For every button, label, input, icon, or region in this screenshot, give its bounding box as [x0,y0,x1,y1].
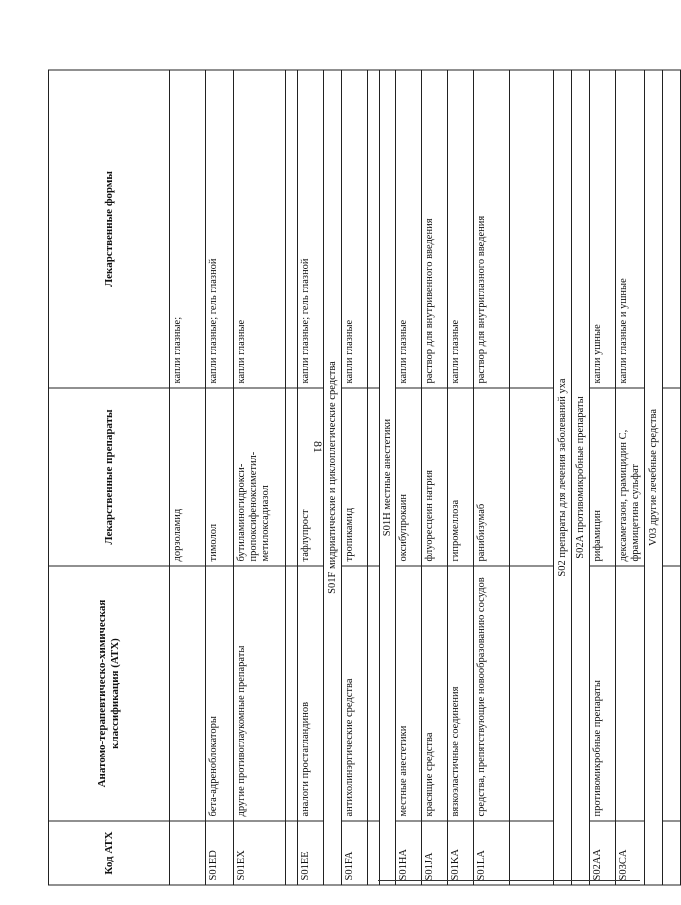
cell-preparations: оксибупрокаин [396,388,422,566]
blank-row [368,70,380,885]
section-heading: S02A противомикробные препараты [572,70,590,885]
empty-cell [368,566,380,821]
cell-preparations: ранибизумаб [474,388,510,566]
cell-classification: антихолинэргические средства [342,566,368,821]
page-number: 81 [311,441,325,453]
cell-preparations: рифамицин [590,388,616,566]
cell-classification: средства, препятствующие новообразованию сосудов [474,566,510,821]
empty-cell [368,388,380,566]
table-row [234,70,286,885]
header-row [49,70,170,885]
empty-cell [286,388,298,566]
cell-classification: другие противоглаукомные препараты [234,566,286,821]
cell-code: S02AA [590,821,616,885]
cell-code: S01HA [396,821,422,885]
empty-cell [368,821,380,885]
header-code: Код АТХ [49,821,170,885]
cell-preparations: флуоресцеин натрия [422,388,448,566]
cell-code: S01JA [422,821,448,885]
table-row [170,70,206,885]
table-row [396,70,422,885]
empty-cell [286,70,298,388]
cell-code: S03CA [616,821,645,885]
cell-forms: капли глазные [342,70,368,388]
cell-classification [616,566,645,821]
cell-preparations: тропикамид [342,388,368,566]
empty-cell [663,70,681,388]
atc-table [48,70,681,886]
blank-row [663,70,681,885]
cell-preparations: дексаметазон, грамицидин С, фрамицетина сульфат [616,388,645,566]
empty-cell [510,566,554,821]
table-row [474,70,510,885]
section-row [324,70,342,885]
cell-preparations: бутиламиногидрокси-пропоксифеноксиметил-метилоксадиазол [234,388,286,566]
cell-classification: противомикробные препараты [590,566,616,821]
header-classification: Анатомо-терапевтическо-химическая классификация (АТХ) [49,566,170,821]
blank-row [286,70,298,885]
section-heading: S02 препараты для лечения заболеваний уха [554,70,572,885]
cell-forms: капли глазные; гель глазной [206,70,234,388]
cell-code: S01EX [234,821,286,885]
cell-preparations: тафлупрост [298,388,324,566]
cell-forms: капли глазные; [170,70,206,388]
section-heading: S01H местные анестетики [380,70,396,885]
cell-forms: раствор для внутриглазного введения [474,70,510,388]
section-row [572,70,590,885]
cell-code: S01LA [474,821,510,885]
empty-cell [663,821,681,885]
cell-forms: капли глазные [396,70,422,388]
empty-cell [368,70,380,388]
cell-forms: капли глазные [234,70,286,388]
cell-preparations: дорзоламид [170,388,206,566]
table-row [206,70,234,885]
cell-classification: красящие средства [422,566,448,821]
empty-cell [286,821,298,885]
cell-code: S01ED [206,821,234,885]
table-row [448,70,474,885]
cell-classification: аналоги простагландинов [298,566,324,821]
cell-code: S01KA [448,821,474,885]
table-row [342,70,368,885]
table-row [422,70,448,885]
table-row [298,70,324,885]
section-heading: S01F мидриатические и циклоплегические средства [324,70,342,885]
section-row [645,70,663,885]
empty-cell [663,388,681,566]
empty-cell [510,821,554,885]
header-forms: Лекарственные формы [49,70,170,388]
cell-code: S01EE [298,821,324,885]
bottom-rule [378,880,640,881]
section-row [380,70,396,885]
empty-cell [510,70,554,388]
cell-code: S01FA [342,821,368,885]
rotated-page [48,71,659,886]
cell-forms: капли ушные [590,70,616,388]
cell-forms: капли глазные и ушные [616,70,645,388]
empty-cell [510,388,554,566]
cell-classification: местные анестетики [396,566,422,821]
cell-forms: капли глазные [448,70,474,388]
table-row [616,70,645,885]
cell-forms: капли глазные; гель глазной [298,70,324,388]
empty-cell [286,566,298,821]
section-heading: V03 другие лечебные средства [645,70,663,885]
table-row [590,70,616,885]
blank-row [510,70,554,885]
cell-preparations: тимолол [206,388,234,566]
cell-forms: раствор для внутривенного введения [422,70,448,388]
cell-classification: вязкоэластичные соединения [448,566,474,821]
cell-preparations: гипромеллоза [448,388,474,566]
cell-classification: бета-адреноблокаторы [206,566,234,821]
cell-classification [170,566,206,821]
section-row [554,70,572,885]
header-preparations: Лекарственные препараты [49,388,170,566]
cell-code [170,821,206,885]
empty-cell [663,566,681,821]
